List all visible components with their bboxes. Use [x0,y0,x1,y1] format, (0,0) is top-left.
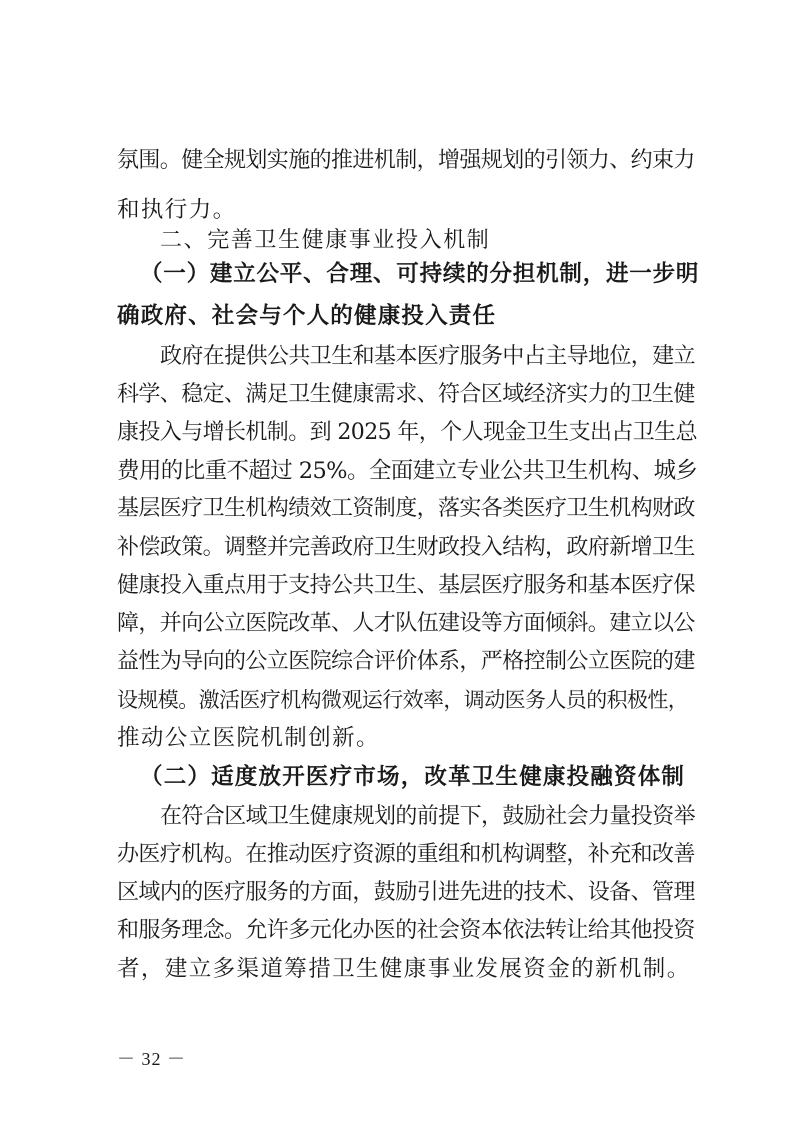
paragraph-line: 健康投入重点用于支持公共卫生、基层医疗服务和基本医疗保 [117,573,695,598]
paragraph-line: 办医疗机构。在推动医疗资源的重组和机构调整，补充和改善 [117,842,695,867]
paragraph-line: 在符合区域卫生健康规划的前提下，鼓励社会力量投资举 [160,804,696,829]
paragraph-line: 政府在提供公共卫生和基本医疗服务中占主导地位，建立 [160,344,696,369]
paragraph-line: 设规模。激活医疗机构微观运行效率，调动医务人员的积极性， [117,688,689,712]
paragraph-line: 障，并向公立医院改革、人才队伍建设等方面倾斜。建立以公 [117,611,695,636]
paragraph-line: 费用的比重不超过 25%。全面建立专业公共卫生机构、城乡 [117,458,698,484]
subsection-heading: （一）建立公平、合理、可持续的分担机制，进一步明 [140,261,700,287]
paragraph-line: 科学、稳定、满足卫生健康需求、符合区域经济实力的卫生健 [117,382,695,407]
paragraph-line: 基层医疗卫生机构绩效工资制度，落实各类医疗卫生机构财政 [117,496,695,521]
paragraph-line: 区域内的医疗服务的方面，鼓励引进先进的技术、设备、管理 [117,880,695,905]
paragraph-line: 氛围。健全规划实施的推进机制，增强规划的引领力、约束力 [117,148,695,173]
paragraph-line: 补偿政策。调整并完善政府卫生财政投入结构，政府新增卫生 [117,535,695,560]
paragraph-line: 康投入与增长机制。到 2025 年，个人现金卫生支出占卫生总 [117,420,697,445]
paragraph-line: 和执行力。 [117,197,237,223]
section-heading: 二、完善卫生健康事业投入机制 [160,228,491,253]
paragraph-line: 和服务理念。允许多元化办医的社会资本依法转让给其他投资 [117,918,695,943]
subsection-heading: （二）适度放开医疗市场，改革卫生健康投融资体制 [140,764,686,790]
paragraph-line: 推动公立医院机制创新。 [117,725,380,751]
paragraph-line: 益性为导向的公立医院综合评价体系，严格控制公立医院的建 [117,649,695,674]
paragraph-line: 者，建立多渠道筹措卫生健康事业发展资金的新机制。 [117,956,691,982]
page-number: － 32 － [117,1049,186,1069]
subsection-heading: 确政府、社会与个人的健康投入责任 [117,303,497,329]
